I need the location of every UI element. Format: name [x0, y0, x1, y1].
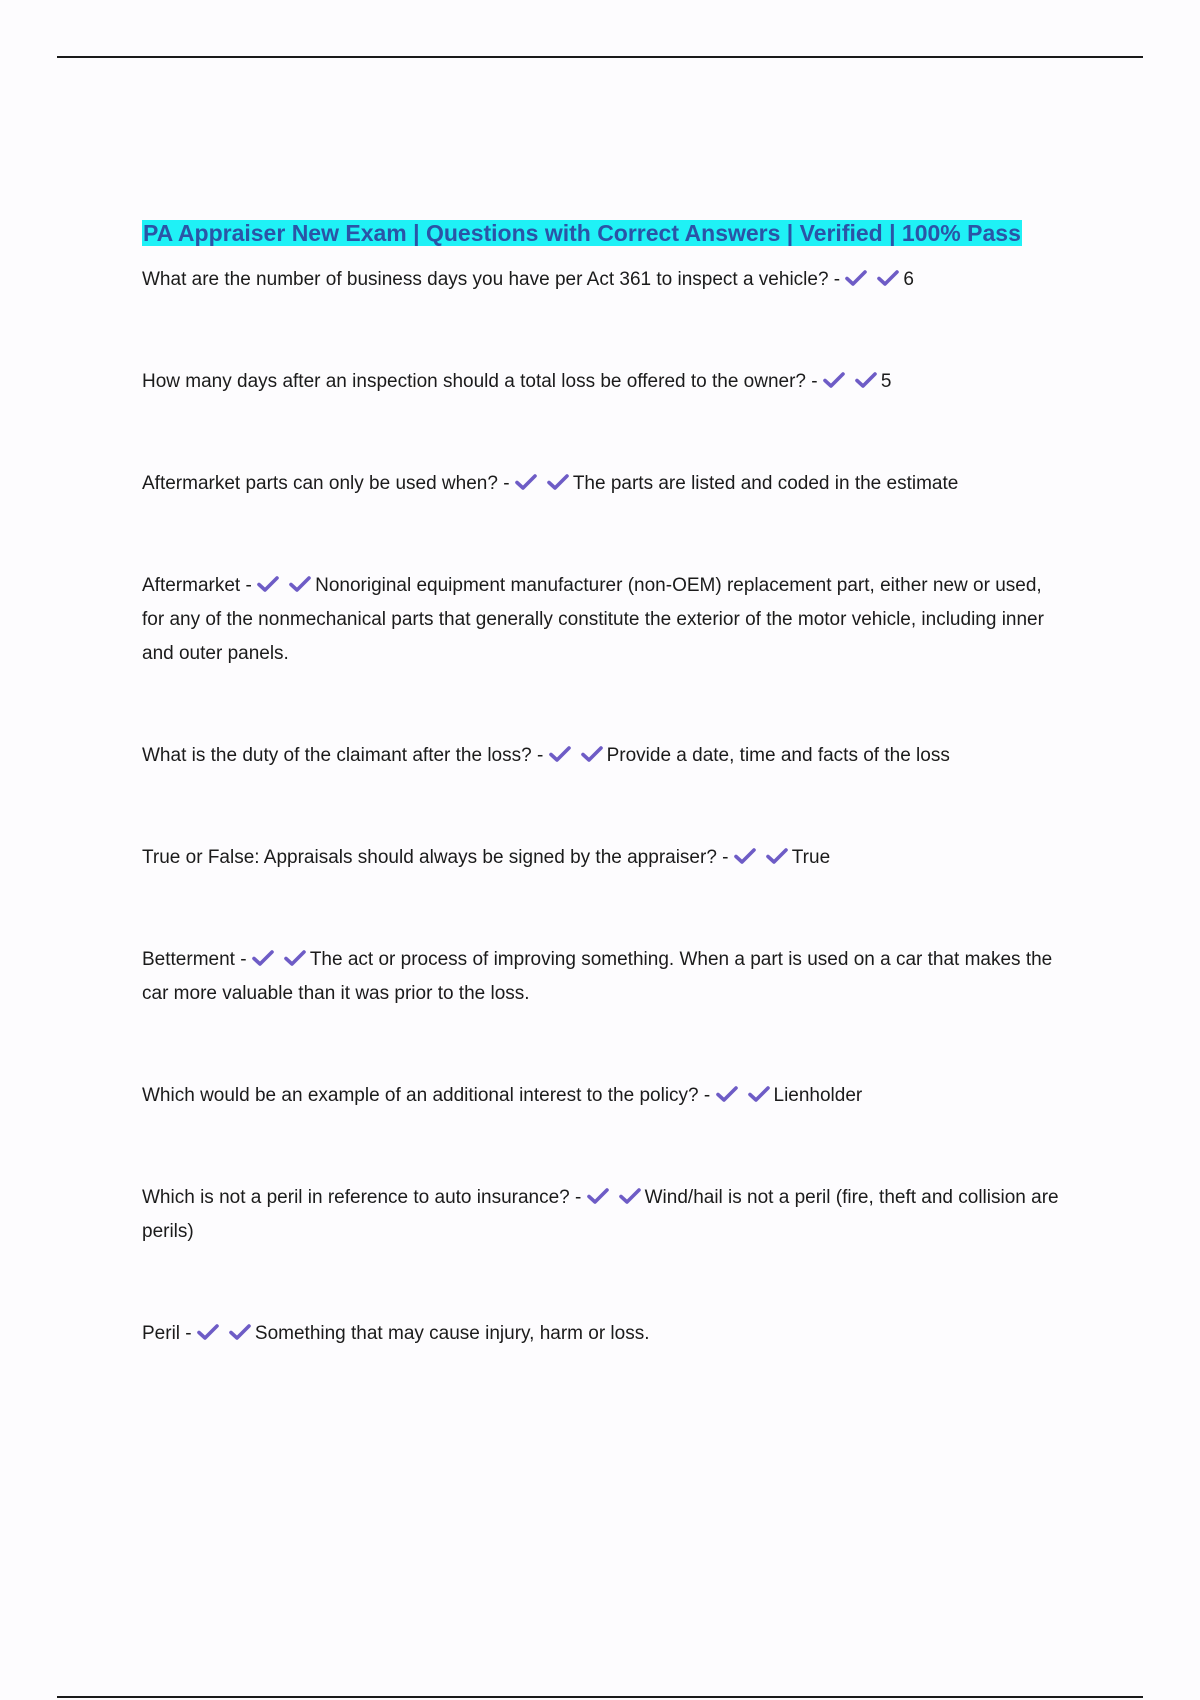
question-text: What is the duty of the claimant after the loss? - [142, 745, 544, 766]
answer-text: 5 [880, 371, 892, 392]
check-icon [855, 371, 877, 389]
question-text: Peril - [142, 1323, 192, 1344]
title-highlight: PA Appraiser New Exam | Questions with Correct Answers | Verified | 100% Pass [143, 220, 1021, 246]
question-text: Which would be an example of an additional interest to the policy? - [142, 1085, 711, 1106]
question-text: Aftermarket parts can only be used when? - [142, 473, 510, 494]
check-icon [549, 745, 571, 763]
qa-item [142, 263, 1062, 297]
question-text: True or False: Appraisals should always be signed by the appraiser? - [142, 847, 729, 868]
answer-text: 6 [903, 269, 914, 290]
check-icon [252, 949, 274, 967]
document-title [142, 214, 1062, 253]
footer-rule [57, 1696, 1143, 1698]
answer-text: Lienholder [773, 1085, 863, 1106]
check-icon [845, 269, 867, 287]
check-icon [734, 847, 756, 865]
check-icon [515, 473, 537, 491]
check-icon [877, 269, 899, 287]
answer-text: The parts are listed and coded in the estimate [572, 473, 959, 494]
check-icon [766, 847, 788, 865]
check-icon [823, 371, 845, 389]
check-icon [197, 1323, 219, 1341]
question-text: What are the number of business days you have per Act 361 to inspect a vehicle? - [142, 269, 841, 290]
qa-item [142, 943, 1062, 1011]
check-icon [716, 1085, 738, 1103]
check-icon [547, 473, 569, 491]
answer-text: Nonoriginal equipment manufacturer (non-OEM) replacement part, either new or used, for any of the nonmechanical parts that generally constitute the exterior of the motor vehicle, including inner and outer panels. [142, 575, 1044, 664]
qa-item [142, 739, 1062, 773]
answer-text: Provide a date, time and facts of the loss [606, 745, 950, 766]
question-text: Aftermarket - [142, 575, 252, 596]
check-icon [289, 575, 311, 593]
header-rule [57, 56, 1143, 58]
question-text: How many days after an inspection should a total loss be offered to the owner? - [142, 371, 818, 392]
check-icon [284, 949, 306, 967]
qa-item [142, 841, 1062, 875]
qa-list [142, 263, 1062, 1351]
check-icon [581, 745, 603, 763]
qa-item [142, 1181, 1062, 1249]
answer-text: Wind/hail is not a peril (fire, theft and collision are perils) [142, 1187, 1059, 1242]
qa-item [142, 1317, 1062, 1351]
answer-text: Something that may cause injury, harm or loss. [254, 1323, 650, 1344]
qa-item [142, 365, 1062, 399]
question-text: Which is not a peril in reference to auto insurance? - [142, 1187, 582, 1208]
check-icon [587, 1187, 609, 1205]
answer-text: The act or process of improving something. When a part is used on a car that makes the car more valuable than it was prior to the loss. [142, 949, 1053, 1004]
check-icon [257, 575, 279, 593]
check-icon [229, 1323, 251, 1341]
question-text: Betterment - [142, 949, 247, 970]
qa-item [142, 467, 1062, 501]
check-icon [619, 1187, 641, 1205]
check-icon [748, 1085, 770, 1103]
document-body [142, 214, 1062, 1419]
qa-item [142, 569, 1062, 671]
qa-item [142, 1079, 1062, 1113]
answer-text: True [791, 847, 831, 868]
